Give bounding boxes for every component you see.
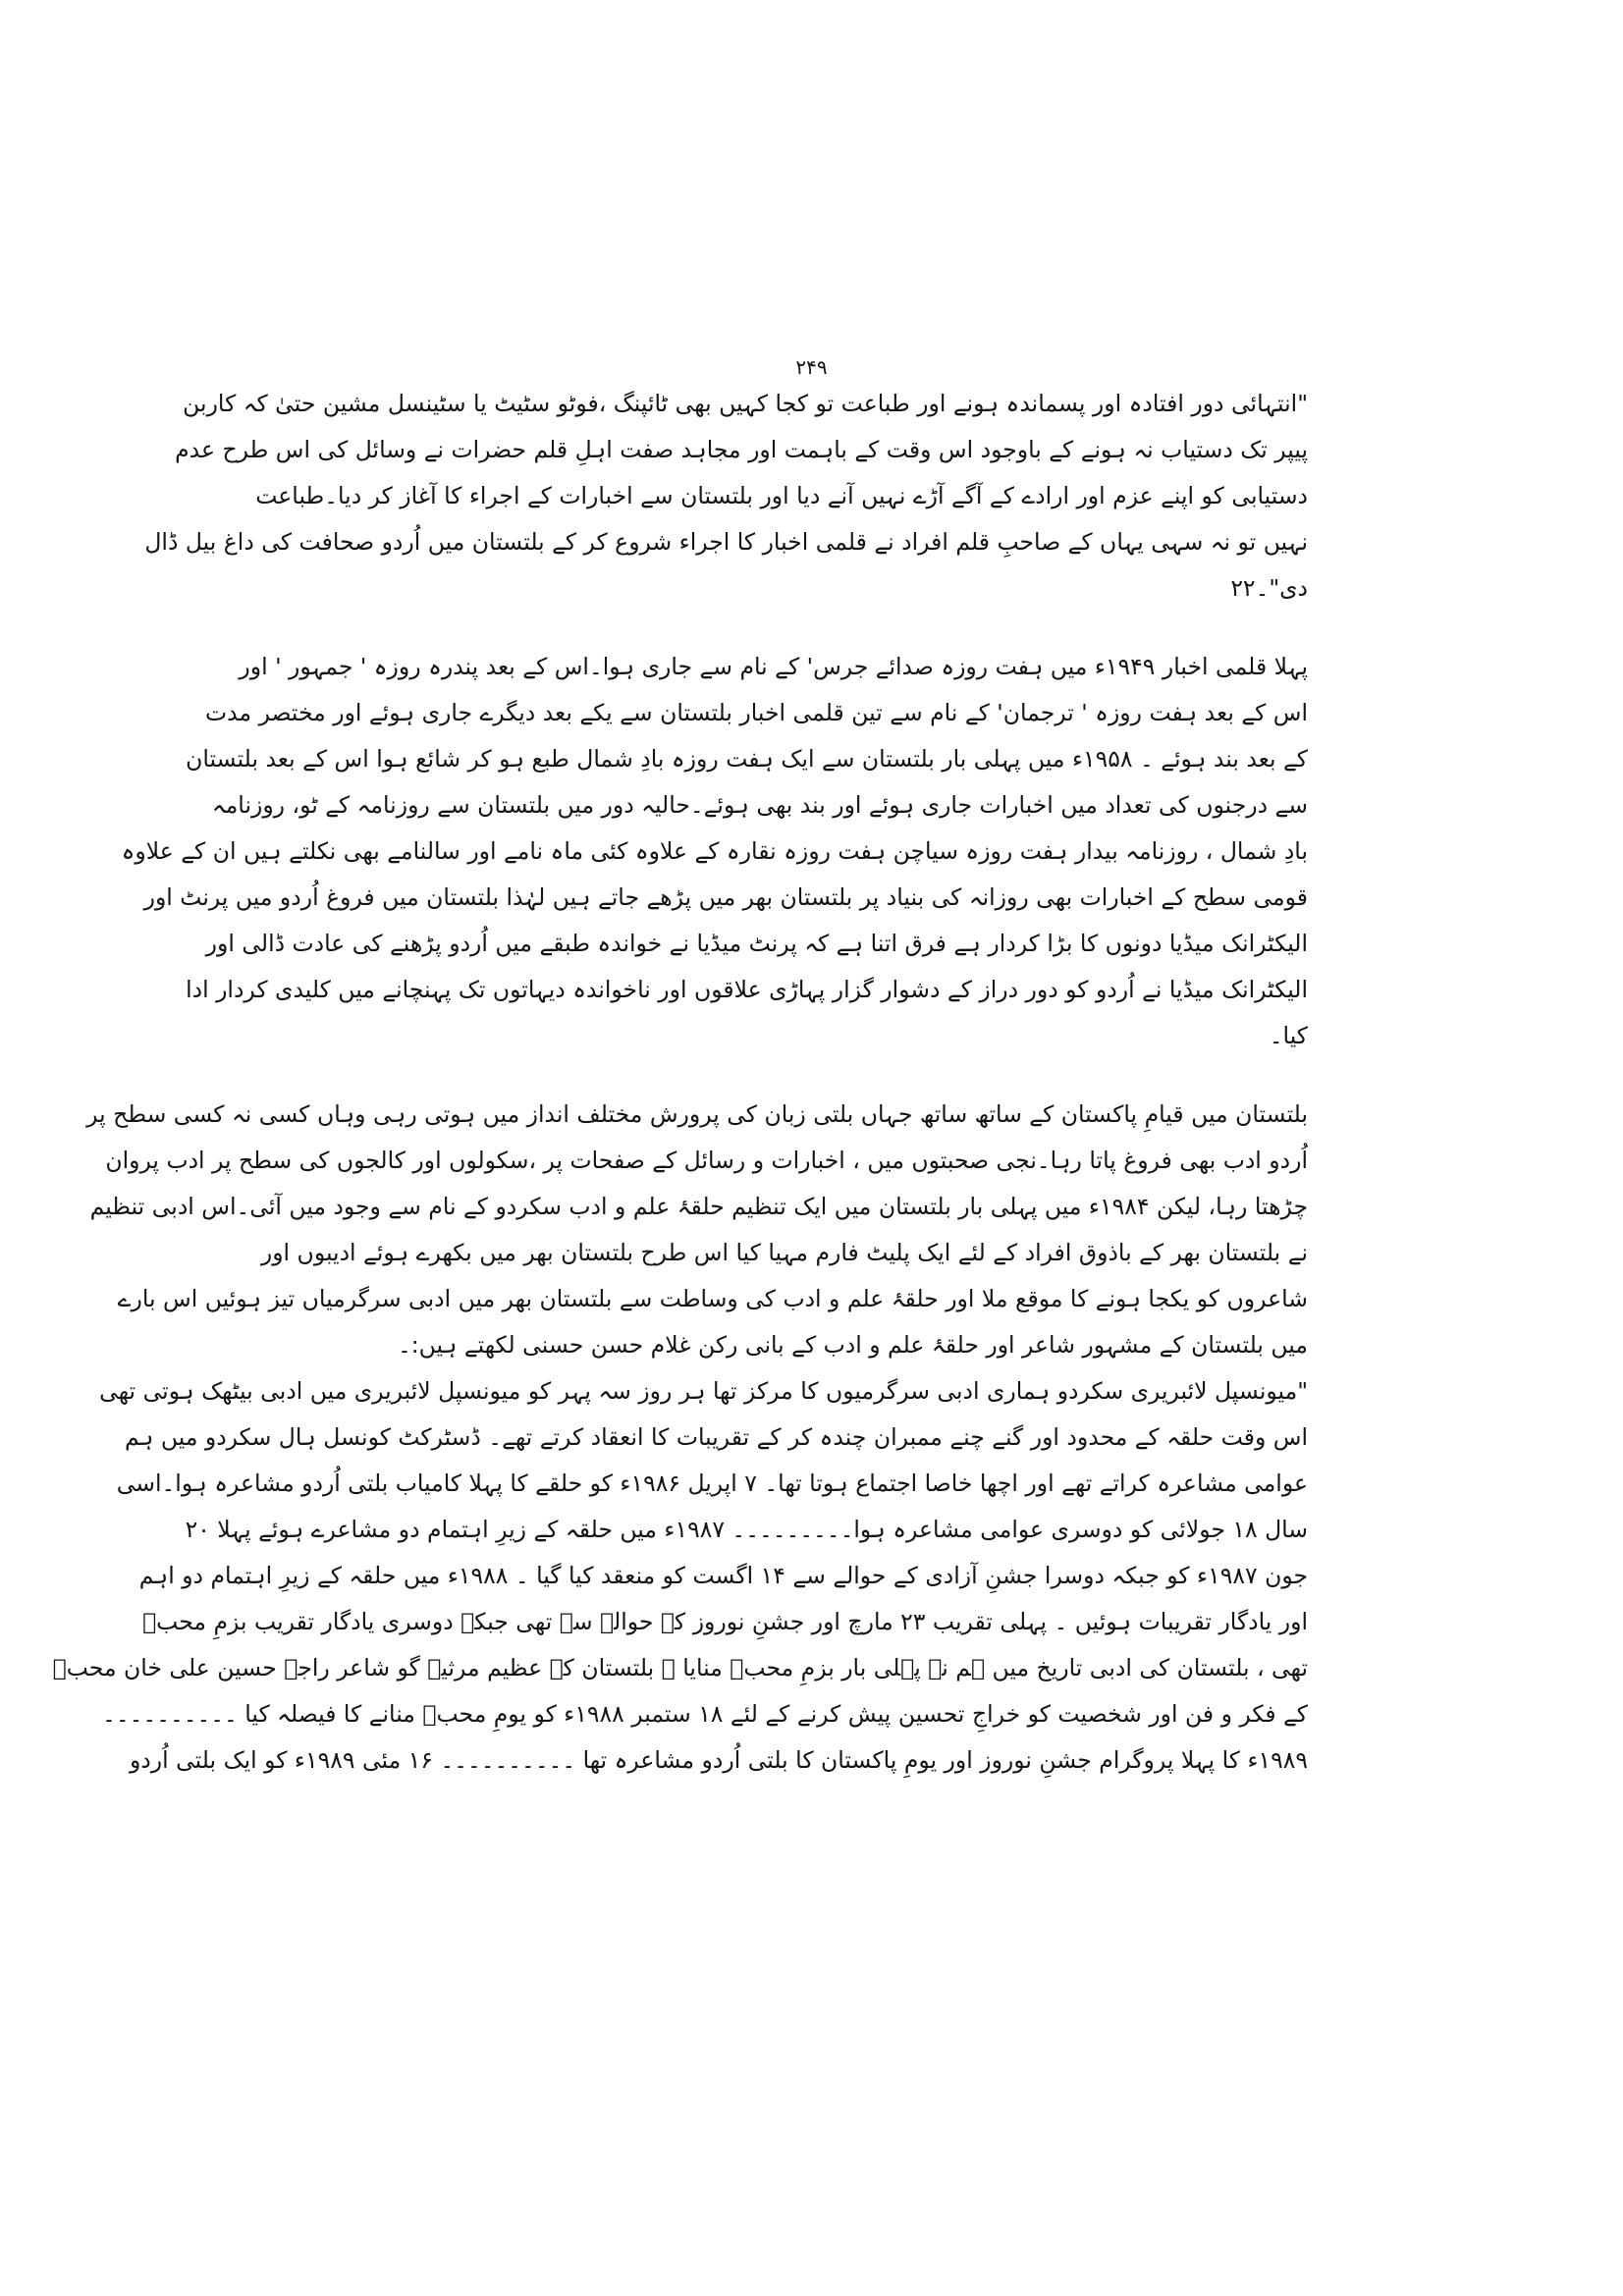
text-line: کے بعد بند ہوئے ۔ ۱۹۵۸ء میں پہلی بار بلتستان سے ایک ہفت روزہ بادِ شمال طبع ہو کر شائع ہوا اس کے بعد بلتستان: [186, 745, 1308, 773]
text-line: کے فکر و فن اور شخصیت کو خراجِ تحسین پیش کرنے کے لئے ۱۸ ستمبر ۱۹۸۸ء کو یومِ محبؔ منانے کا فیصلہ کیا ۔۔۔۔۔۔۔۔۔۔: [102, 1700, 1308, 1728]
text-line: جون ۱۹۸۷ء کو جبکہ دوسرا جشنِ آزادی کے حوالے سے ۱۴ اگست کو منعقد کیا گیا ۔ ۱۹۸۸ء میں حلقہ کے زیرِ اہتمام دو اہم: [138, 1562, 1308, 1589]
text-line: الیکٹرانک میڈیا دونوں کا بڑا کردار ہے فرق اتنا ہے کہ پرنٹ میڈیا نے خواندہ طبقے میں اُردو پڑھنے کی عادت ڈالی اور: [205, 930, 1308, 957]
text-line: تھی ، بلتستان کی ادبی تاریخ میں ہم نے پہلی بار بزمِ محبؔ منایا ۔ بلتستان کے عظیم مرثیہ گو شاعر راجہ حسین علی خان محبؔ: [52, 1654, 1308, 1682]
text-line: "میونسپل لائبریری سکردو ہماری ادبی سرگرمیوں کا مرکز تھا ہر روز سہ پہر کو میونسپل لائبریری میں ادبی بیٹھک ہوتی تھی: [99, 1377, 1308, 1405]
text-line: الیکٹرانک میڈیا نے اُردو کو دور دراز کے دشوار گزار پہاڑی علاقوں اور ناخواندہ دیہاتوں تک پہنچانے میں کلیدی کردار ادا: [186, 976, 1308, 1003]
text-line: نے بلتستان بھر کے باذوق افراد کے لئے ایک پلیٹ فارم مہیا کیا اس طرح بلتستان بھر میں بکھرے ہوئے ادیبوں اور: [260, 1239, 1308, 1266]
text-line: دی"۔۲۲: [1230, 574, 1308, 602]
text-line: اُردو ادب بھی فروغ پاتا رہا۔نجی صحبتوں میں ، اخبارات و رسائل کے صفحات پر ،سکولوں اور کالجوں کی سطح پر ادب پروان: [105, 1147, 1308, 1174]
text-line: اس وقت حلقہ کے محدود اور گنے چنے ممبران چندہ کر کے تقریبات کا انعقاد کرتے تھے۔ ڈسٹرکٹ کونسل ہال سکردو میں ہم: [124, 1423, 1308, 1451]
text-line: ۱۹۸۹ء کا پہلا پروگرام جشنِ نوروز اور یومِ پاکستان کا بلتی اُردو مشاعرہ تھا ۔۔۔۔۔۔۔۔۔۔ ۱۶ مئی ۱۹۸۹ء کو ایک بلتی اُردو: [129, 1746, 1308, 1774]
paragraph-literary-society: [86, 1092, 1308, 1368]
text-line: کیا۔: [1269, 1022, 1308, 1049]
text-line: پہلا قلمی اخبار ۱۹۴۹ء میں ہفت روزہ صدائے جرس' کے نام سے جاری ہوا۔اس کے بعد پندرہ روزہ ' جمہور ' اور: [239, 653, 1308, 680]
text-line: سے درجنوں کی تعداد میں اخبارات جاری ہوئے اور بند بھی ہوئے۔حالیہ دور میں بلتستان سے روزنامہ کے ٹو، روزنامہ: [211, 791, 1308, 819]
page-number: ۲۴۹: [795, 355, 828, 379]
text-line: نہیں تو نہ سہی یہاں کے صاحبِ قلم افراد نے قلمی اخبار کا اجراء شروع کر کے بلتستان میں اُردو صحافت کی داغ بیل ڈال: [144, 528, 1308, 556]
body-text: [52, 381, 1308, 1784]
text-line: میں بلتستان کے مشہور شاعر اور حلقۂ علم و ادب کے بانی رکن غلام حسن حسنی لکھتے ہیں:۔: [397, 1331, 1308, 1359]
text-line: بلتستان میں قیامِ پاکستان کے ساتھ ساتھ جہاں بلتی زبان کی پرورش مختلف انداز میں ہوتی رہی وہاں کسی نہ کسی سطح پر: [86, 1100, 1308, 1128]
text-line: اور یادگار تقریبات ہوئیں ۔ پہلی تقریب ۲۳ مارچ اور جشنِ نوروز کے حوالے سے تھی جبکہ دوسری یادگار تقریب بزمِ محبؔ: [142, 1608, 1308, 1635]
paragraph-quote-2: [52, 1368, 1308, 1784]
text-line: بادِ شمال ، روزنامہ بیدار ہفت روزہ سیاچن ہفت روزہ نقارہ کے علاوہ کئی ماہ نامے اور سالنامے بھی نکلتے ہیں ان کے علاوہ: [121, 837, 1308, 865]
text-line: دستیابی کو اپنے عزم اور ارادے کے آگے آڑے نہیں آنے دیا اور بلتستان سے اخبارات کے اجراء کا آغاز کر دیا۔طباعت: [255, 482, 1308, 509]
text-line: قومی سطح کے اخبارات بھی روزانہ کی بنیاد پر بلتستان بھر میں پڑھے جاتے ہیں لہٰذا بلتستان میں فروغ اُردو میں پرنٹ اور: [143, 883, 1308, 911]
paragraph-newspapers: [121, 644, 1308, 1059]
text-line: شاعروں کو یکجا ہونے کا موقع ملا اور حلقۂ علم و ادب کی وساطت سے بلتستان بھر میں ادبی سرگرمیاں تیز ہوئیں اس بارے: [117, 1285, 1308, 1312]
text-line: پیپر تک دستیاب نہ ہونے کے باوجود اس وقت کے باہمت اور مجاہد صفت اہلِ قلم حضرات نے وسائل کی اس طرح عدم: [175, 436, 1308, 463]
text-line: عوامی مشاعرہ کراتے تھے اور اچھا خاصا اجتماع ہوتا تھا۔ ۷ اپریل ۱۹۸۶ء کو حلقے کا پہلا کامیاب بلتی اُردو مشاعرہ ہوا۔اسی: [116, 1469, 1308, 1497]
paragraph-quote-1: [144, 381, 1308, 612]
text-line: "انتہائی دور افتادہ اور پسماندہ ہونے اور طباعت تو کجا کہیں بھی ٹائپنگ ،فوٹو سٹیٹ یا سٹینسل مشین حتیٰ کہ کاربن: [183, 390, 1308, 417]
text-line: اس کے بعد ہفت روزہ ' ترجمان' کے نام سے تین قلمی اخبار بلتستان سے یکے بعد دیگرے جاری ہوئے اور مختصر مدت: [205, 699, 1308, 726]
text-line: چڑھتا رہا، لیکن ۱۹۸۴ء میں پہلی بار بلتستان میں ایک تنظیم حلقۂ علم و ادب سکردو کے نام سے وجود میں آئی۔اس ادبی تنظیم: [89, 1193, 1308, 1220]
text-line: سال ۱۸ جولائی کو دوسری عوامی مشاعرہ ہوا۔۔۔۔۔۔۔۔۔ ۱۹۸۷ء میں حلقہ کے زیرِ اہتمام دو مشاعرے ہوئے پہلا ۲۰: [185, 1516, 1308, 1543]
